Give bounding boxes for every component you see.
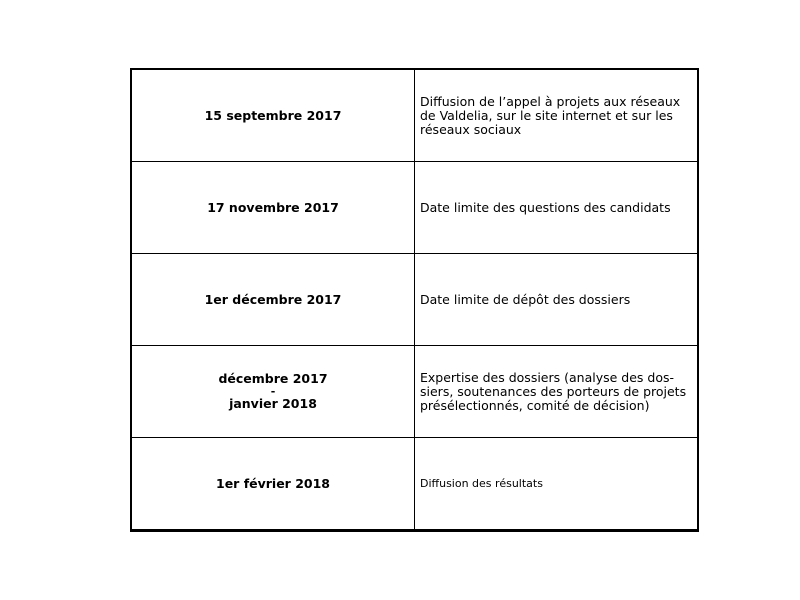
date-range-separator: - bbox=[270, 385, 276, 398]
description-cell bbox=[415, 162, 697, 253]
date-text: 1er février 2018 bbox=[216, 476, 330, 491]
description-line: Expertise des dossiers (analyse des dos- bbox=[420, 369, 674, 385]
description-line: siers, soutenances des porteurs de projets bbox=[420, 383, 687, 399]
description-line: Diffusion de l’appel à projets aux réseaux bbox=[420, 93, 681, 109]
date-range-start: décembre 2017 bbox=[218, 371, 328, 386]
table-row bbox=[132, 438, 697, 530]
date-cell bbox=[132, 346, 415, 437]
date-text: 17 novembre 2017 bbox=[207, 200, 339, 215]
date-cell bbox=[132, 438, 415, 529]
description-text bbox=[420, 477, 543, 491]
description-line: de Valdelia, sur le site internet et sur les bbox=[420, 107, 673, 123]
description-text bbox=[420, 293, 630, 307]
table-row bbox=[132, 254, 697, 346]
description-text bbox=[420, 371, 686, 413]
date-range bbox=[218, 372, 327, 411]
table-row bbox=[132, 70, 697, 162]
date-range-end: janvier 2018 bbox=[229, 396, 317, 411]
date-cell bbox=[132, 70, 415, 161]
date-text: 1er décembre 2017 bbox=[204, 292, 342, 307]
description-text bbox=[420, 95, 680, 137]
schedule-table bbox=[130, 68, 699, 532]
description-line: présélectionnés, comité de décision) bbox=[420, 397, 650, 413]
description-cell bbox=[415, 70, 697, 161]
description-line: Date limite de dépôt des dossiers bbox=[420, 291, 631, 307]
description-cell bbox=[415, 346, 697, 437]
description-cell bbox=[415, 254, 697, 345]
table-row bbox=[132, 162, 697, 254]
date-text: 15 septembre 2017 bbox=[204, 108, 342, 123]
table-row bbox=[132, 346, 697, 438]
description-line: Date limite des questions des candidats bbox=[420, 199, 671, 215]
description-line: réseaux sociaux bbox=[420, 121, 522, 137]
description-line: Diffusion des résultats bbox=[420, 476, 543, 490]
description-text bbox=[420, 201, 671, 215]
date-cell bbox=[132, 162, 415, 253]
description-cell bbox=[415, 438, 697, 529]
date-cell bbox=[132, 254, 415, 345]
